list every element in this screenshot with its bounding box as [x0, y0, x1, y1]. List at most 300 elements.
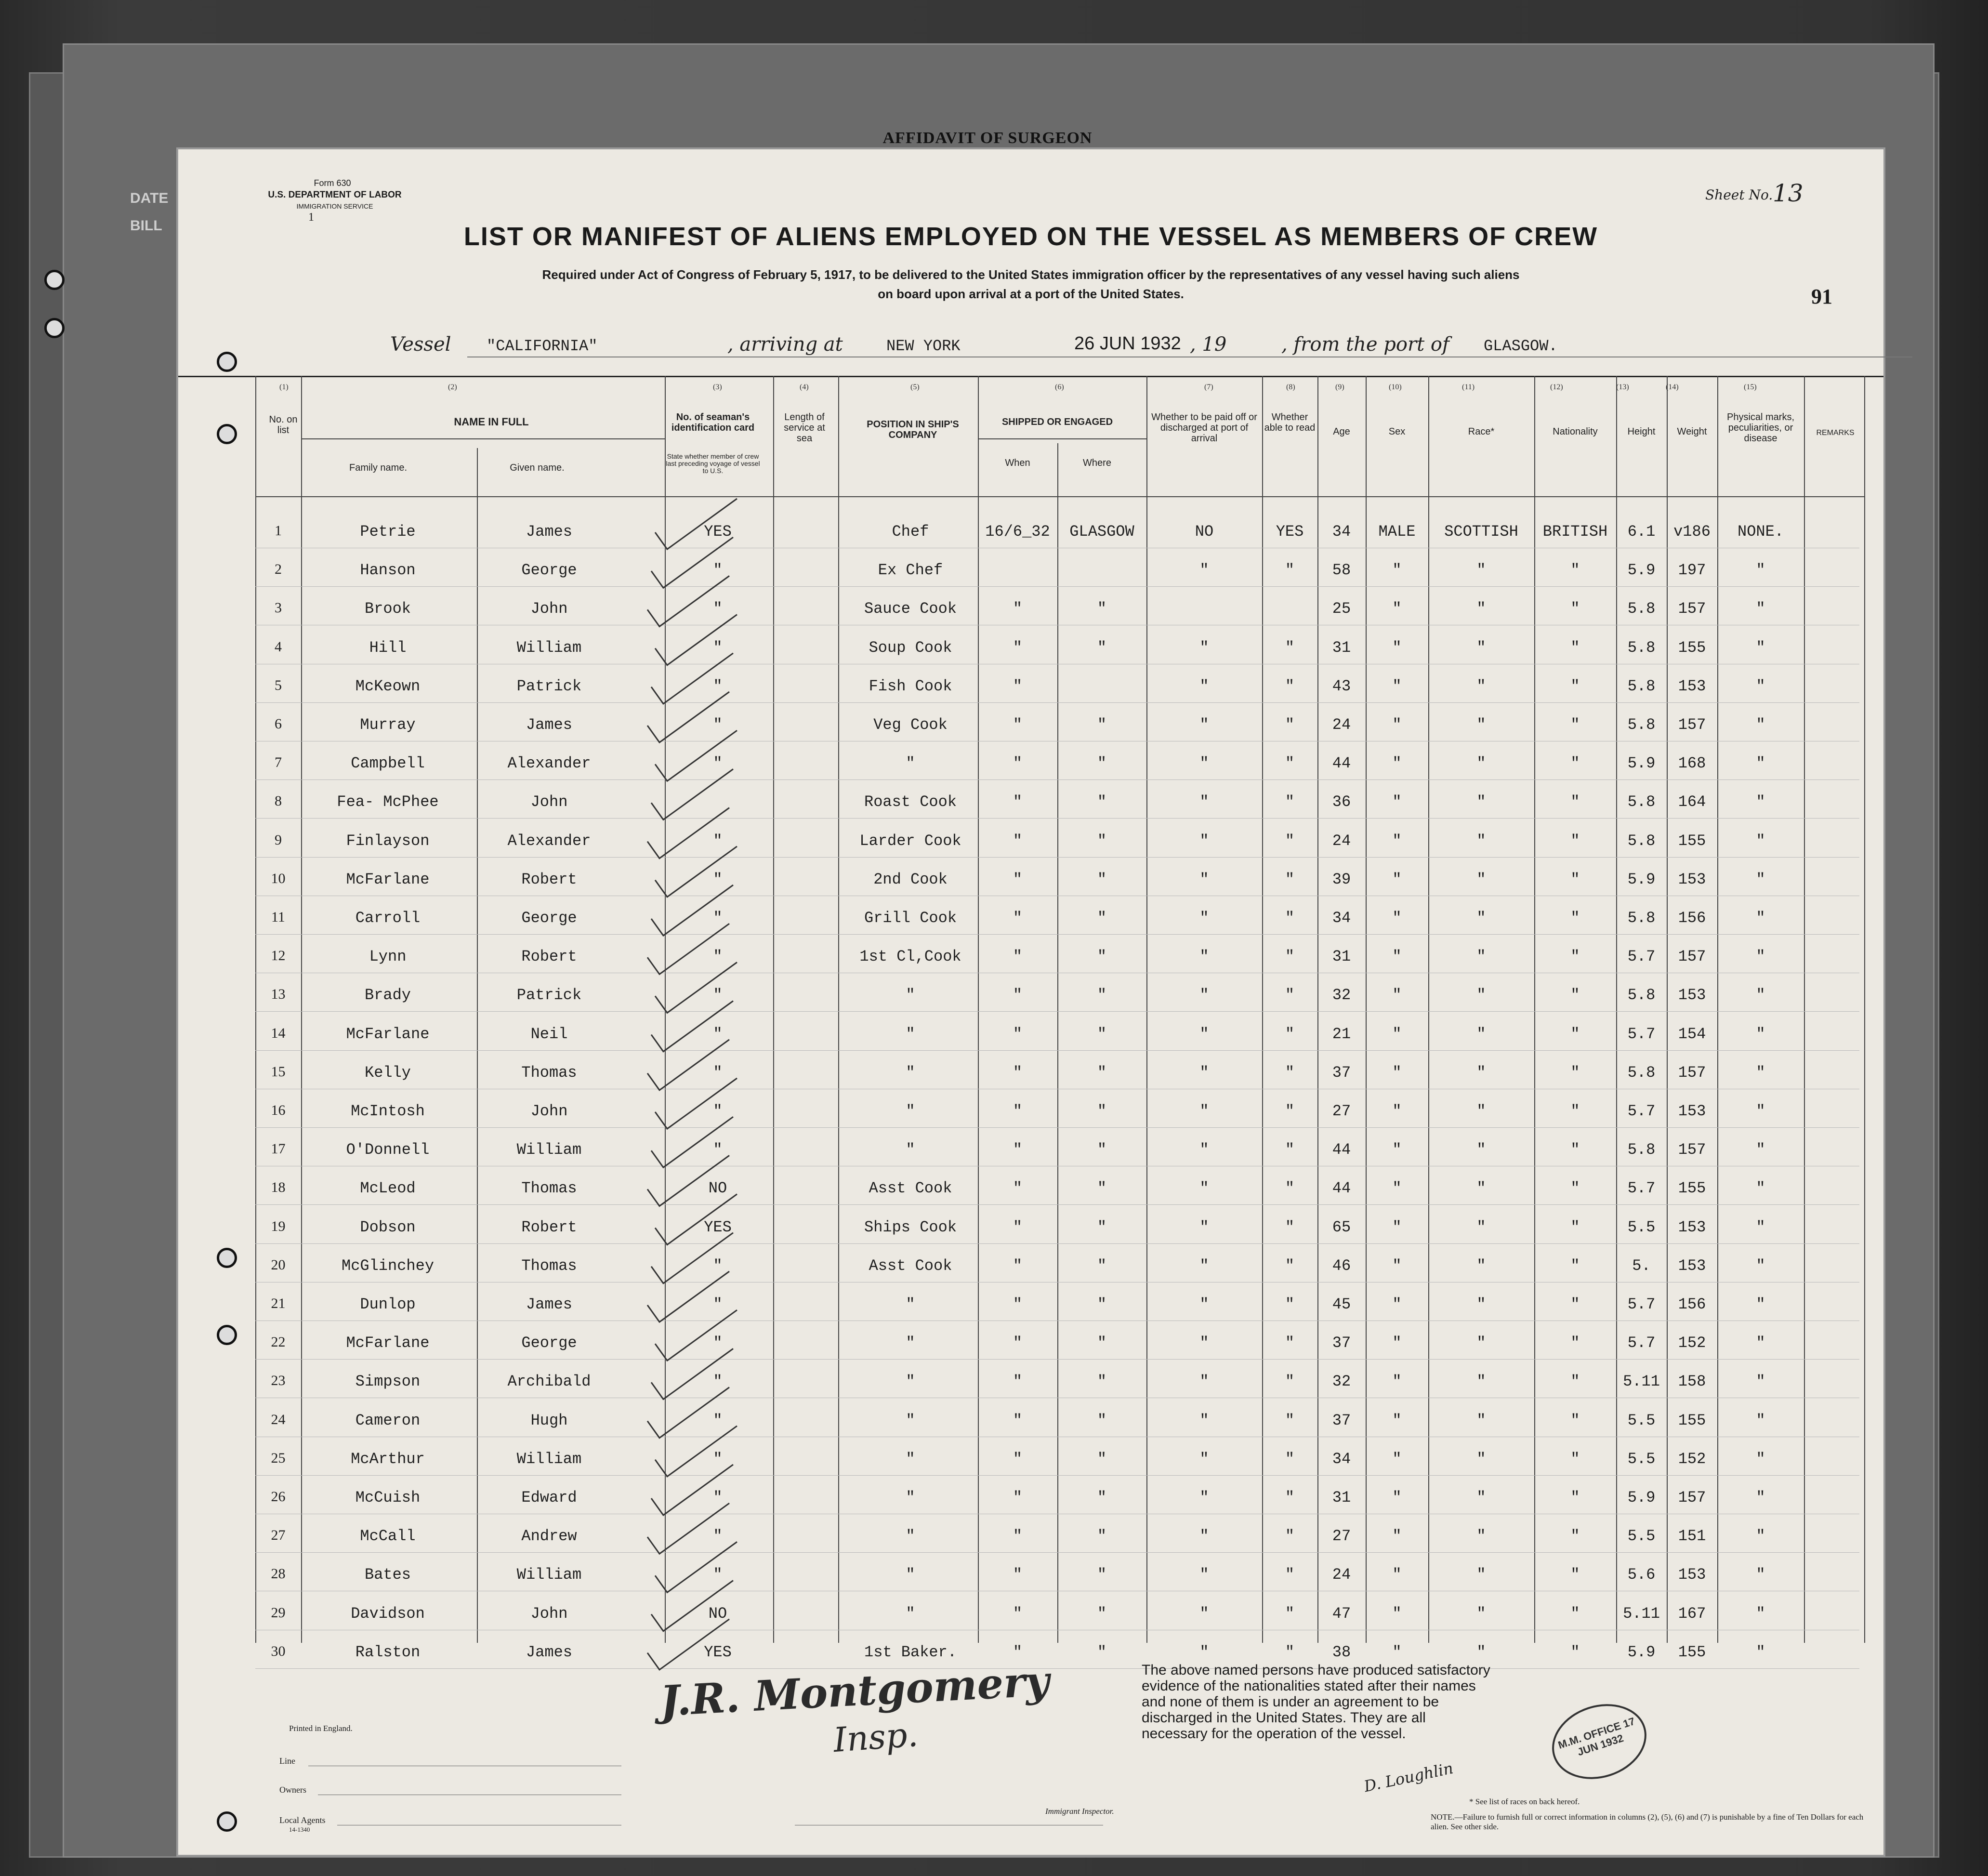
cell-no: 5 [275, 677, 282, 693]
cell-given: William [516, 1450, 582, 1468]
form-department: U.S. DEPARTMENT OF LABOR [268, 190, 402, 200]
cell-weight: 155 [1678, 1643, 1706, 1661]
cell-height: 5.5 [1627, 1411, 1656, 1429]
cell-given: Patrick [516, 677, 582, 695]
header-remarks: REMARKS [1816, 429, 1855, 437]
cell-where: " [1097, 1566, 1107, 1584]
cell-where: " [1097, 986, 1107, 1004]
cell-given: Thomas [521, 1256, 577, 1275]
cell-nationality: " [1570, 870, 1580, 888]
footer-owners-label: Owners [279, 1785, 306, 1795]
cell-when: " [1013, 716, 1023, 734]
cell-age: 37 [1332, 1063, 1351, 1082]
footer-agents-code: 14-1340 [289, 1826, 310, 1833]
cell-no: 16 [271, 1102, 286, 1118]
cell-weight: 156 [1678, 1295, 1706, 1313]
cell-family: Davidson [351, 1604, 425, 1623]
cell-height: 5.8 [1627, 986, 1656, 1004]
cell-position: Grill Cook [864, 909, 957, 927]
cell-sex: " [1392, 1527, 1402, 1546]
cell-card: YES [704, 1218, 732, 1236]
cell-weight: 153 [1678, 1256, 1706, 1275]
checkmark-icon [655, 1542, 737, 1592]
cell-physical: " [1756, 716, 1765, 734]
cell-paid: " [1199, 638, 1209, 657]
header-sex: Sex [1388, 426, 1406, 437]
cell-paid: " [1199, 793, 1209, 811]
cell-card: " [713, 1102, 723, 1120]
cell-nationality: " [1570, 832, 1580, 850]
cell-paid: " [1199, 1334, 1209, 1352]
cell-nationality: " [1570, 1218, 1580, 1236]
cell-physical: " [1756, 870, 1765, 888]
cell-height: 5.8 [1627, 716, 1656, 734]
header-id-card: No. of seaman's identification card [671, 412, 755, 433]
cell-no: 15 [271, 1063, 286, 1080]
cell-given: William [516, 638, 582, 657]
cell-nationality: " [1570, 1450, 1580, 1468]
cell-given: James [526, 1643, 572, 1661]
header-paid-off: Whether to be paid off or discharged at port of arrival [1151, 412, 1257, 444]
checkmark-icon [655, 1310, 737, 1361]
cell-race: " [1476, 561, 1486, 580]
cell-paid: " [1199, 754, 1209, 773]
cell-card: " [713, 1025, 723, 1043]
cell-nationality: " [1570, 1295, 1580, 1313]
cell-card: " [713, 1373, 723, 1391]
cell-sex: " [1392, 1102, 1402, 1120]
cell-height: 5.7 [1627, 1025, 1656, 1043]
cell-card: " [713, 1450, 723, 1468]
cell-no: 9 [275, 832, 282, 848]
header-name-in-full: NAME IN FULL [454, 416, 529, 428]
vessel-name: "CALIFORNIA" [487, 337, 598, 355]
cell-age: 34 [1332, 909, 1351, 927]
cell-paid: " [1199, 832, 1209, 850]
cell-no: 8 [275, 793, 282, 809]
cell-card: " [713, 948, 723, 966]
cell-age: 37 [1332, 1334, 1351, 1352]
cell-age: 44 [1332, 1141, 1351, 1159]
cell-paid: " [1199, 561, 1209, 580]
cell-family: McFarlane [346, 1025, 430, 1043]
cell-position: Asst Cook [869, 1256, 952, 1275]
header-shipped: SHIPPED OR ENGAGED [1001, 417, 1113, 427]
cell-no: 28 [271, 1566, 286, 1582]
cell-height: 5.9 [1627, 1643, 1656, 1661]
cell-read: " [1285, 754, 1295, 773]
cell-height: 5.5 [1627, 1218, 1656, 1236]
cell-physical: " [1756, 1295, 1765, 1313]
check-marks [178, 149, 1883, 1855]
cell-weight: 152 [1678, 1450, 1706, 1468]
cell-card: " [713, 1411, 723, 1429]
col-num: (11) [1462, 383, 1475, 391]
cell-given: William [516, 1141, 582, 1159]
cell-card: " [713, 600, 723, 618]
cell-nationality: " [1570, 754, 1580, 773]
header-physical: Physical marks, peculiarities, or disease [1726, 412, 1795, 444]
cell-physical: " [1756, 1411, 1765, 1429]
cell-paid: " [1199, 870, 1209, 888]
cell-height: 5.7 [1627, 1179, 1656, 1198]
cell-sex: " [1392, 948, 1402, 966]
cell-sex: " [1392, 1025, 1402, 1043]
cell-nationality: " [1570, 1604, 1580, 1623]
cell-age: 34 [1332, 523, 1351, 541]
affidavit-label: AFFIDAVIT OF SURGEON [882, 129, 1093, 147]
cell-read: " [1285, 909, 1295, 927]
form-service: IMMIGRATION SERVICE [296, 202, 373, 210]
cell-nationality: " [1570, 1025, 1580, 1043]
cell-where: " [1097, 1373, 1107, 1391]
cell-position: Fish Cook [869, 677, 952, 695]
cell-nationality: " [1570, 716, 1580, 734]
manifest-subtitle-2: on board upon arrival at a port of the United States. [878, 287, 1184, 301]
cell-height: 5.9 [1627, 1489, 1656, 1506]
cell-where: " [1097, 1295, 1107, 1313]
cell-paid: " [1199, 1411, 1209, 1429]
cell-paid: " [1199, 1295, 1209, 1313]
cell-physical: " [1756, 1373, 1765, 1391]
cell-sex: " [1392, 638, 1402, 657]
cell-card: " [713, 1489, 723, 1506]
cell-nationality: " [1570, 1373, 1580, 1391]
cell-where: " [1097, 638, 1107, 657]
cell-age: 31 [1332, 638, 1351, 657]
cell-given: Alexander [507, 754, 591, 773]
cell-no: 23 [271, 1373, 286, 1389]
cell-card: " [713, 1295, 723, 1313]
cell-nationality: " [1570, 948, 1580, 966]
cell-physical: " [1756, 561, 1765, 580]
cell-card: " [713, 754, 723, 773]
cell-sex: " [1392, 1334, 1402, 1352]
cell-paid: " [1199, 1643, 1209, 1661]
cell-family: McLeod [360, 1179, 416, 1198]
cell-physical: " [1756, 1604, 1765, 1623]
cell-physical: " [1756, 677, 1765, 695]
col-num: (8) [1286, 383, 1295, 391]
cell-nationality: " [1570, 1334, 1580, 1352]
cell-when: " [1013, 1373, 1023, 1391]
cell-weight: 156 [1678, 909, 1706, 927]
cell-age: 24 [1332, 1566, 1351, 1584]
cell-family: Simpson [355, 1373, 421, 1391]
cell-nationality: " [1570, 1489, 1580, 1506]
cell-read: " [1285, 1411, 1295, 1429]
inspector-signature-title: Insp. [832, 1714, 920, 1760]
cell-when: " [1013, 1218, 1023, 1236]
cell-race: " [1476, 716, 1486, 734]
col-num: (4) [800, 383, 809, 391]
cell-family: McFarlane [346, 1334, 430, 1352]
cell-paid: " [1199, 677, 1209, 695]
cell-family: Lynn [369, 948, 407, 966]
cell-paid: " [1199, 948, 1209, 966]
cell-nationality: " [1570, 1527, 1580, 1546]
penalty-note: NOTE.—Failure to furnish full or correct information in columns (2), (5), (6) and (7) is punishable by a fine of Ten Dollars for each alien. See other side. [1431, 1812, 1864, 1831]
cell-position: " [906, 1295, 915, 1313]
cell-read: YES [1276, 523, 1304, 541]
cell-given: John [530, 1604, 568, 1623]
checkmark-icon [655, 499, 737, 549]
cell-physical: " [1756, 1179, 1765, 1198]
col-num: (10) [1389, 383, 1402, 391]
cell-where: " [1097, 1489, 1107, 1506]
cell-no: 17 [271, 1141, 286, 1157]
cell-no: 25 [271, 1450, 286, 1466]
cell-paid: " [1199, 1604, 1209, 1623]
cell-age: 24 [1332, 716, 1351, 734]
cell-no: 12 [271, 948, 286, 964]
cell-paid: " [1199, 909, 1209, 927]
cell-no: 10 [271, 870, 286, 886]
header-race: Race* [1468, 426, 1495, 437]
cell-position: " [906, 1025, 915, 1043]
cell-paid: " [1199, 1141, 1209, 1159]
cell-card: " [713, 1063, 723, 1082]
cell-where: " [1097, 754, 1107, 773]
cell-family: McArthur [351, 1450, 425, 1468]
cell-given: Robert [521, 1218, 577, 1236]
cell-no: 30 [271, 1643, 286, 1659]
cell-weight: 152 [1678, 1334, 1706, 1352]
cell-race: " [1476, 754, 1486, 773]
cell-position: Roast Cook [864, 793, 957, 811]
cell-weight: 154 [1678, 1025, 1706, 1043]
cell-height: 5.9 [1627, 754, 1656, 773]
cell-paid: " [1199, 1373, 1209, 1391]
from-label: , from the port of [1281, 333, 1449, 356]
cell-weight: 157 [1678, 948, 1706, 966]
cell-paid: " [1199, 1450, 1209, 1468]
cell-position: " [906, 1141, 915, 1159]
cell-age: 47 [1332, 1604, 1351, 1623]
header-length-service: Length of service at sea [784, 412, 825, 444]
cell-weight: 157 [1678, 600, 1706, 618]
cell-position: 1st Baker. [864, 1643, 957, 1661]
cell-physical: " [1756, 1218, 1765, 1236]
cell-when: " [1013, 793, 1023, 811]
cell-where: " [1097, 600, 1107, 618]
cell-family: Bates [364, 1566, 411, 1584]
cell-where: " [1097, 909, 1107, 927]
cell-when: " [1013, 948, 1023, 966]
cell-given: George [521, 909, 577, 927]
cell-sex: " [1392, 793, 1402, 811]
cell-card: YES [704, 523, 732, 541]
cell-nationality: " [1570, 677, 1580, 695]
cell-where: " [1097, 832, 1107, 850]
side-label-bill: BILL [130, 218, 162, 234]
cell-paid: " [1199, 1063, 1209, 1082]
cell-weight: 155 [1678, 832, 1706, 850]
cell-no: 22 [271, 1334, 286, 1350]
cell-card: " [713, 677, 723, 695]
cell-physical: " [1756, 1566, 1765, 1584]
cell-weight: 155 [1678, 638, 1706, 657]
cell-when: " [1013, 677, 1023, 695]
cell-when: " [1013, 909, 1023, 927]
stamp-text: M.M. OFFICE 17 JUN 1932 [1556, 1715, 1637, 1758]
cell-family: Campbell [351, 754, 425, 773]
cell-read: " [1285, 1566, 1295, 1584]
cell-position: Sauce Cook [864, 600, 957, 618]
cell-when: " [1013, 1256, 1023, 1275]
cell-weight: 157 [1678, 1063, 1706, 1082]
cell-family: McCall [360, 1527, 416, 1546]
cell-where: " [1097, 948, 1107, 966]
cell-read: " [1285, 948, 1295, 966]
cell-sex: " [1392, 1604, 1402, 1623]
header-weight: Weight [1677, 426, 1707, 437]
cell-race: " [1476, 600, 1486, 618]
cell-when: " [1013, 986, 1023, 1004]
cell-family: McFarlane [346, 870, 430, 888]
year-label: , 19 [1190, 333, 1227, 356]
header-given-name: Given name. [510, 462, 565, 473]
cell-family: Cameron [355, 1411, 421, 1429]
cell-race: " [1476, 870, 1486, 888]
cell-position: " [906, 1334, 915, 1352]
cell-family: Hanson [360, 561, 416, 580]
cell-given: Thomas [521, 1063, 577, 1082]
cell-family: Ralston [355, 1643, 421, 1661]
cell-age: 39 [1332, 870, 1351, 888]
col-num: (7) [1204, 383, 1213, 391]
vessel-label: Vessel [390, 333, 451, 356]
cell-paid: NO [1195, 523, 1214, 541]
cell-race: " [1476, 948, 1486, 966]
cell-given: Robert [521, 948, 577, 966]
cell-no: 18 [271, 1179, 286, 1196]
cell-age: 31 [1332, 948, 1351, 966]
cell-physical: " [1756, 1063, 1765, 1082]
cell-position: Asst Cook [869, 1179, 952, 1198]
col-num: (9) [1335, 383, 1344, 391]
cell-sex: " [1392, 1063, 1402, 1082]
cell-when: " [1013, 1450, 1023, 1468]
cell-given: Patrick [516, 986, 582, 1004]
cell-physical: " [1756, 1489, 1765, 1506]
cell-sex: " [1392, 832, 1402, 850]
cell-when: 16/6_32 [985, 523, 1050, 541]
cell-read: " [1285, 870, 1295, 888]
cell-given: William [516, 1566, 582, 1584]
cell-position: Ex Chef [878, 561, 943, 580]
cell-card: NO [708, 1604, 727, 1623]
cell-weight: 167 [1678, 1604, 1706, 1623]
header-height: Height [1627, 426, 1656, 437]
cell-race: " [1476, 1489, 1486, 1506]
cell-sex: " [1392, 1450, 1402, 1468]
cell-position: " [906, 1450, 915, 1468]
cell-read: " [1285, 1643, 1295, 1661]
cell-where: " [1097, 1643, 1107, 1661]
col-num: (3) [713, 383, 722, 391]
cell-paid: " [1199, 1025, 1209, 1043]
cell-weight: 153 [1678, 986, 1706, 1004]
cell-weight: 158 [1678, 1373, 1706, 1391]
cell-weight: 153 [1678, 677, 1706, 695]
cell-position: " [906, 986, 915, 1004]
sheet-number: 13 [1773, 179, 1804, 207]
manifest-page [178, 149, 1883, 1855]
checkmark-icon [655, 846, 737, 897]
cell-race: " [1476, 1295, 1486, 1313]
cell-age: 44 [1332, 754, 1351, 773]
cell-when: " [1013, 1295, 1023, 1313]
cell-family: Dobson [360, 1218, 416, 1236]
cell-sex: " [1392, 677, 1402, 695]
cell-weight: 151 [1678, 1527, 1706, 1546]
cell-race: " [1476, 1643, 1486, 1661]
cell-sex: " [1392, 1141, 1402, 1159]
cell-position: " [906, 1604, 915, 1623]
header-when: When [1005, 458, 1030, 468]
nationality-statement: The above named persons have produced satisfactory evidence of the nationalities stated after their names and none of them is under an agreement to be discharged in the United States. They are all necessary for the operation of the vessel. [1142, 1662, 1490, 1742]
cell-card: " [713, 1256, 723, 1275]
cell-physical: " [1756, 1450, 1765, 1468]
cell-read: " [1285, 677, 1295, 695]
cell-physical: " [1756, 1025, 1765, 1043]
cell-when: " [1013, 1411, 1023, 1429]
cell-given: Alexander [507, 832, 591, 850]
cell-race: " [1476, 638, 1486, 657]
cell-given: James [526, 716, 572, 734]
cell-race: " [1476, 909, 1486, 927]
cell-sex: " [1392, 1489, 1402, 1506]
cell-physical: " [1756, 986, 1765, 1004]
cell-age: 65 [1332, 1218, 1351, 1236]
cell-physical: " [1756, 793, 1765, 811]
cell-read: " [1285, 1334, 1295, 1352]
cell-where: " [1097, 1604, 1107, 1623]
second-signature: D. Loughlin [1362, 1758, 1455, 1796]
cell-race: " [1476, 1334, 1486, 1352]
cell-card: " [713, 1141, 723, 1159]
cell-when: " [1013, 1334, 1023, 1352]
cell-physical: " [1756, 754, 1765, 773]
cell-when: " [1013, 1643, 1023, 1661]
cell-given: James [526, 1295, 572, 1313]
cell-no: 24 [271, 1411, 286, 1427]
cell-age: 24 [1332, 832, 1351, 850]
cell-when: " [1013, 870, 1023, 888]
cell-nationality: " [1570, 1566, 1580, 1584]
cell-nationality: " [1570, 1102, 1580, 1120]
footer-inspector-label: Immigrant Inspector. [1045, 1807, 1114, 1816]
cell-family: Brady [364, 986, 411, 1004]
cell-weight: 153 [1678, 1566, 1706, 1584]
cell-race: " [1476, 1450, 1486, 1468]
cell-no: 1 [275, 523, 282, 539]
col-num: (12) [1550, 383, 1563, 391]
cell-height: 5.8 [1627, 1141, 1656, 1159]
cell-nationality: " [1570, 600, 1580, 618]
cell-weight: 197 [1678, 561, 1706, 580]
cell-read: " [1285, 986, 1295, 1004]
cell-where: " [1097, 793, 1107, 811]
cell-age: 45 [1332, 1295, 1351, 1313]
cell-read: " [1285, 1256, 1295, 1275]
header-id-card-note: State whether member of crew last preceding voyage of vessel to U.S. [666, 452, 760, 475]
cell-when: " [1013, 832, 1023, 850]
cell-race: " [1476, 986, 1486, 1004]
cell-when: " [1013, 1489, 1023, 1506]
cell-height: 5.8 [1627, 793, 1656, 811]
